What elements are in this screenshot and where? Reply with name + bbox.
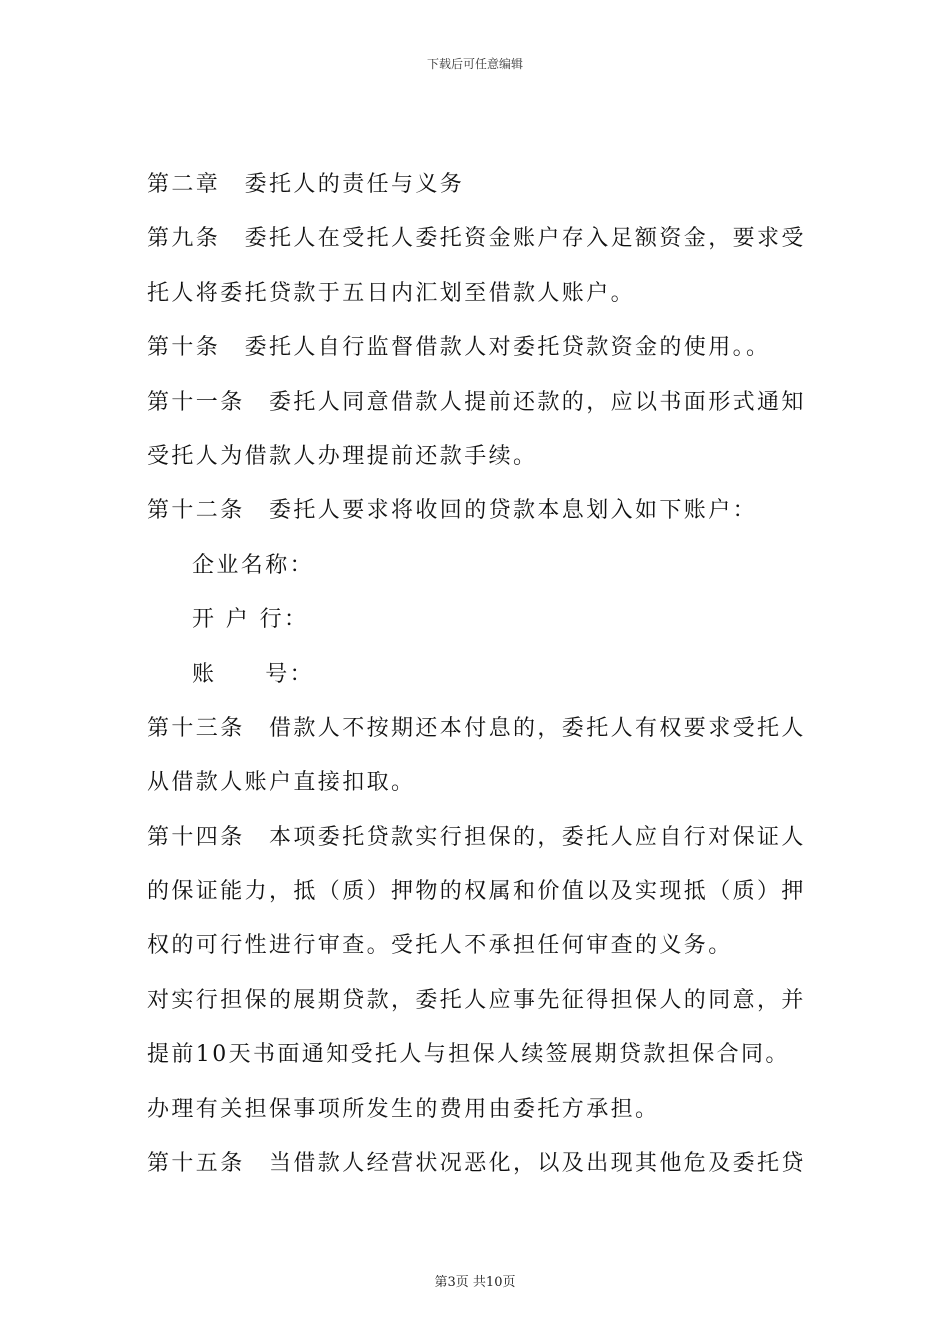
document-body bbox=[147, 166, 807, 1199]
extension-guarantee-line-2: 提前10天书面通知受托人与担保人续签展期贷款担保合同。 bbox=[147, 1042, 790, 1068]
article-12: 第十二条 委托人要求将收回的贷款本息划入如下账户： bbox=[147, 498, 758, 524]
article-14-line-2: 的保证能力，抵（质）押物的权属和价值以及实现抵（质）押 bbox=[147, 879, 806, 905]
article-15-line-1: 第十五条 当借款人经营状况恶化，以及出现其他危及委托贷 bbox=[147, 1151, 806, 1177]
account-number-label: 账 号： bbox=[192, 661, 315, 687]
bank-label: 开 户 行： bbox=[192, 607, 309, 633]
company-name-label: 企业名称： bbox=[192, 552, 315, 578]
article-14-line-3: 权的可行性进行审查。受托人不承担任何审查的义务。 bbox=[147, 933, 733, 959]
article-10: 第十条 委托人自行监督借款人对委托贷款资金的使用。。 bbox=[147, 335, 771, 361]
article-9-line-2: 托人将委托贷款于五日内汇划至借款人账户。 bbox=[147, 280, 636, 306]
page-header: 下载后可任意编辑 bbox=[426, 57, 523, 71]
page-footer: 第3页 共10页 bbox=[434, 1275, 516, 1290]
guarantee-cost-line: 办理有关担保事项所发生的费用由委托方承担。 bbox=[147, 1096, 660, 1122]
article-11-line-1: 第十一条 委托人同意借款人提前还款的，应以书面形式通知 bbox=[147, 389, 806, 415]
chapter-heading: 第二章 委托人的责任与义务 bbox=[147, 172, 465, 197]
article-9-line-1: 第九条 委托人在受托人委托资金账户存入足额资金，要求受 bbox=[147, 226, 806, 252]
extension-guarantee-line-1: 对实行担保的展期贷款，委托人应事先征得担保人的同意，并 bbox=[147, 987, 806, 1013]
article-14-line-1: 第十四条 本项委托贷款实行担保的，委托人应自行对保证人 bbox=[147, 824, 806, 850]
article-11-line-2: 受托人为借款人办理提前还款手续。 bbox=[147, 443, 538, 469]
article-13-line-1: 第十三条 借款人不按期还本付息的，委托人有权要求受托人 bbox=[147, 715, 806, 741]
article-13-line-2: 从借款人账户直接扣取。 bbox=[147, 770, 416, 796]
